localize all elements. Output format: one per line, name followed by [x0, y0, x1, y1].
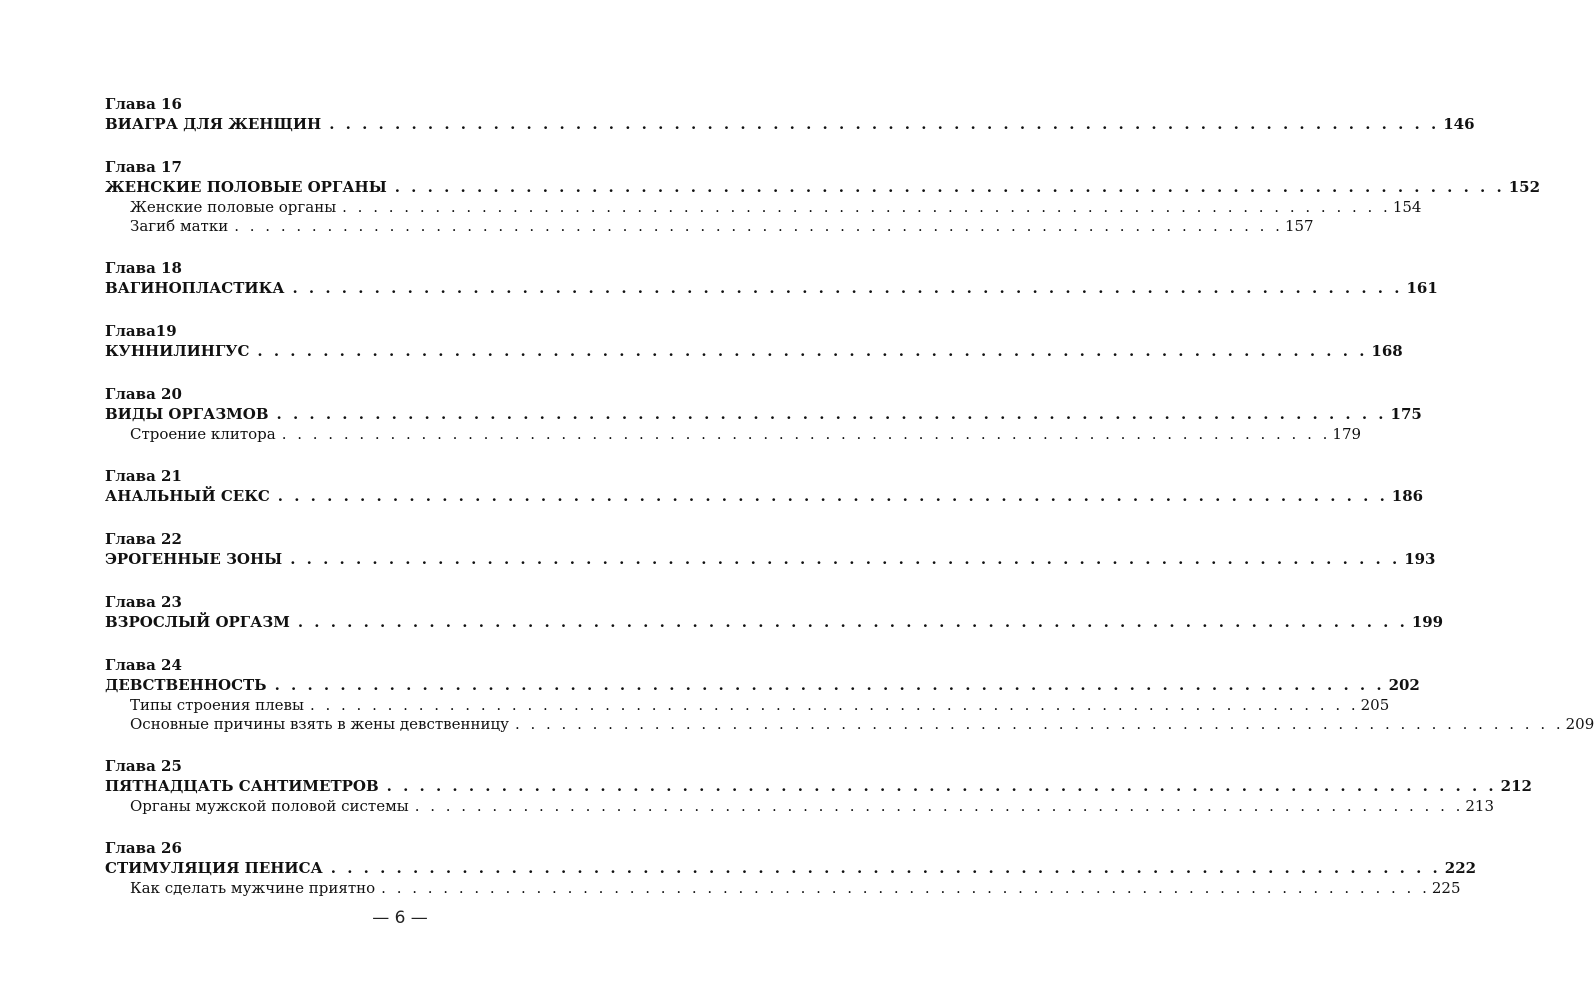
chapter-label: Глава 23 [105, 593, 182, 611]
chapter-page-number: 222 [1444, 859, 1477, 877]
section-title: Органы мужской половой системы [130, 797, 409, 815]
chapter-title: ВЗРОСЛЫЙ ОРГАЗМ [105, 613, 290, 631]
section-page-number: 225 [1431, 879, 1461, 897]
chapter-page-number: 168 [1371, 342, 1403, 360]
chapter-label: Глава19 [105, 322, 177, 340]
chapter-title: ПЯТНАДЦАТЬ САНТИМЕТРОВ [105, 777, 379, 795]
dot-leader: . . . . . . . . . . . . . . . . . . . . . . . . . . . . . . . . . . . . . . . . . . . . . . . . . . . . . . . . . . . . . . . . . . . . [290, 550, 1401, 568]
page-number: — 6 — [372, 908, 428, 928]
dot-leader: . . . . . . . . . . . . . . . . . . . . . . . . . . . . . . . . . . . . . . . . . . . . . . . . . . . . . . . . . . . . . . . . . . . . [342, 198, 1391, 216]
dot-leader: . . . . . . . . . . . . . . . . . . . . . . . . . . . . . . . . . . . . . . . . . . . . . . . . . . . . . . . . . . . . . . . . . . . . [234, 217, 1283, 235]
dot-leader: . . . . . . . . . . . . . . . . . . . . . . . . . . . . . . . . . . . . . . . . . . . . . . . . . . . . . . . . . . . . . . . . . . . . [257, 342, 1368, 360]
dot-leader: . . . . . . . . . . . . . . . . . . . . . . . . . . . . . . . . . . . . . . . . . . . . . . . . . . . . . . . . . . . . . . . . . . . . [330, 859, 1441, 877]
chapter-title: ЖЕНСКИЕ ПОЛОВЫЕ ОРГАНЫ [105, 178, 387, 196]
chapter-block [105, 322, 1403, 362]
section-page-number: 157 [1284, 217, 1314, 235]
chapter-title: ВИАГРА ДЛЯ ЖЕНЩИН [105, 115, 322, 133]
dot-leader: . . . . . . . . . . . . . . . . . . . . . . . . . . . . . . . . . . . . . . . . . . . . . . . . . . . . . . . . . . . . . . . . . . . . [386, 777, 1497, 795]
chapter-entry[interactable] [105, 675, 1420, 696]
dot-leader: . . . . . . . . . . . . . . . . . . . . . . . . . . . . . . . . . . . . . . . . . . . . . . . . . . . . . . . . . . . . . . . . . . . . [274, 676, 1385, 694]
chapter-label: Глава 20 [105, 385, 182, 403]
chapter-label: Глава 21 [105, 467, 182, 485]
chapter-page-number: 161 [1406, 279, 1438, 297]
chapter-block [105, 593, 1444, 633]
section-entry[interactable] [105, 217, 1314, 236]
chapter-page-number: 212 [1500, 777, 1532, 795]
chapter-page-number: 202 [1388, 676, 1420, 694]
dot-leader: . . . . . . . . . . . . . . . . . . . . . . . . . . . . . . . . . . . . . . . . . . . . . . . . . . . . . . . . . . . . . . . . . . . . [309, 696, 1359, 714]
section-page-number: 213 [1465, 797, 1495, 815]
section-title: Женские половые органы [130, 198, 337, 216]
chapter-block [105, 467, 1424, 507]
chapter-entry[interactable] [105, 404, 1422, 425]
chapter-title: ЭРОГЕННЫЕ ЗОНЫ [105, 550, 283, 568]
chapter-block [105, 259, 1438, 299]
section-title: Как сделать мужчине приятно [130, 879, 376, 897]
dot-leader: . . . . . . . . . . . . . . . . . . . . . . . . . . . . . . . . . . . . . . . . . . . . . . . . . . . . . . . . . . . . . . . . . . . . [514, 715, 1564, 733]
section-entry[interactable] [105, 425, 1362, 444]
chapter-entry[interactable] [105, 341, 1403, 362]
chapter-entry[interactable] [105, 486, 1424, 507]
chapter-page-number: 193 [1404, 550, 1436, 568]
chapter-page-number: 152 [1508, 178, 1541, 196]
dot-leader: . . . . . . . . . . . . . . . . . . . . . . . . . . . . . . . . . . . . . . . . . . . . . . . . . . . . . . . . . . . . . . . . . . . . [394, 178, 1505, 196]
chapter-block [105, 757, 1532, 816]
chapter-entry[interactable] [105, 549, 1436, 570]
section-entry[interactable] [105, 198, 1422, 217]
table-of-contents [105, 95, 1594, 921]
chapter-label: Глава 26 [105, 839, 182, 857]
chapter-block [105, 839, 1477, 898]
section-entry[interactable] [105, 715, 1594, 734]
chapter-label: Глава 17 [105, 158, 182, 176]
dot-leader: . . . . . . . . . . . . . . . . . . . . . . . . . . . . . . . . . . . . . . . . . . . . . . . . . . . . . . . . . . . . . . . . . . . . [292, 279, 1403, 297]
section-page-number: 209 [1565, 715, 1594, 733]
dot-leader: . . . . . . . . . . . . . . . . . . . . . . . . . . . . . . . . . . . . . . . . . . . . . . . . . . . . . . . . . . . . . . . . . . . . [414, 797, 1464, 815]
chapter-block [105, 530, 1436, 570]
chapter-label: Глава 16 [105, 95, 182, 113]
section-title: Загиб матки [130, 217, 229, 235]
chapter-entry[interactable] [105, 177, 1541, 198]
chapter-page-number: 186 [1391, 487, 1424, 505]
chapter-label: Глава 25 [105, 757, 182, 775]
chapter-block [105, 656, 1594, 734]
chapter-entry[interactable] [105, 612, 1444, 633]
chapter-title: ДЕВСТВЕННОСТЬ [105, 676, 267, 694]
chapter-block [105, 385, 1422, 444]
dot-leader: . . . . . . . . . . . . . . . . . . . . . . . . . . . . . . . . . . . . . . . . . . . . . . . . . . . . . . . . . . . . . . . . . . . . [276, 405, 1387, 423]
dot-leader: . . . . . . . . . . . . . . . . . . . . . . . . . . . . . . . . . . . . . . . . . . . . . . . . . . . . . . . . . . . . . . . . . . . . [381, 879, 1430, 897]
chapter-page-number: 175 [1390, 405, 1422, 423]
chapter-page-number: 146 [1443, 115, 1475, 133]
dot-leader: . . . . . . . . . . . . . . . . . . . . . . . . . . . . . . . . . . . . . . . . . . . . . . . . . . . . . . . . . . . . . . . . . . . . [329, 115, 1440, 133]
section-entry[interactable] [105, 797, 1495, 816]
chapter-title: ВИДЫ ОРГАЗМОВ [105, 405, 269, 423]
chapter-label: Глава 18 [105, 259, 182, 277]
chapter-label: Глава 22 [105, 530, 182, 548]
section-title: Строение клитора [130, 425, 276, 443]
dot-leader: . . . . . . . . . . . . . . . . . . . . . . . . . . . . . . . . . . . . . . . . . . . . . . . . . . . . . . . . . . . . . . . . . . . . [277, 487, 1388, 505]
chapter-label: Глава 24 [105, 656, 182, 674]
chapter-title: ВАГИНОПЛАСТИКА [105, 279, 285, 297]
chapter-block [105, 95, 1475, 135]
chapter-block [105, 158, 1541, 236]
section-page-number: 205 [1360, 696, 1390, 714]
chapter-entry[interactable] [105, 278, 1438, 299]
chapter-entry[interactable] [105, 776, 1532, 797]
chapter-page-number: 199 [1411, 613, 1444, 631]
section-title: Основные причины взять в жены девственницу [130, 715, 509, 733]
chapter-title: АНАЛЬНЫЙ СЕКС [105, 487, 270, 505]
section-page-number: 179 [1332, 425, 1362, 443]
section-page-number: 154 [1392, 198, 1422, 216]
chapter-entry[interactable] [105, 114, 1475, 135]
dot-leader: . . . . . . . . . . . . . . . . . . . . . . . . . . . . . . . . . . . . . . . . . . . . . . . . . . . . . . . . . . . . . . . . . . . . [297, 613, 1408, 631]
chapter-entry[interactable] [105, 858, 1477, 879]
chapter-title: КУННИЛИНГУС [105, 342, 250, 360]
section-entry[interactable] [105, 879, 1461, 898]
section-title: Типы строения плевы [130, 696, 304, 714]
section-entry[interactable] [105, 696, 1390, 715]
chapter-title: СТИМУЛЯЦИЯ ПЕНИСА [105, 859, 323, 877]
dot-leader: . . . . . . . . . . . . . . . . . . . . . . . . . . . . . . . . . . . . . . . . . . . . . . . . . . . . . . . . . . . . . . . . . . . . [281, 425, 1331, 443]
